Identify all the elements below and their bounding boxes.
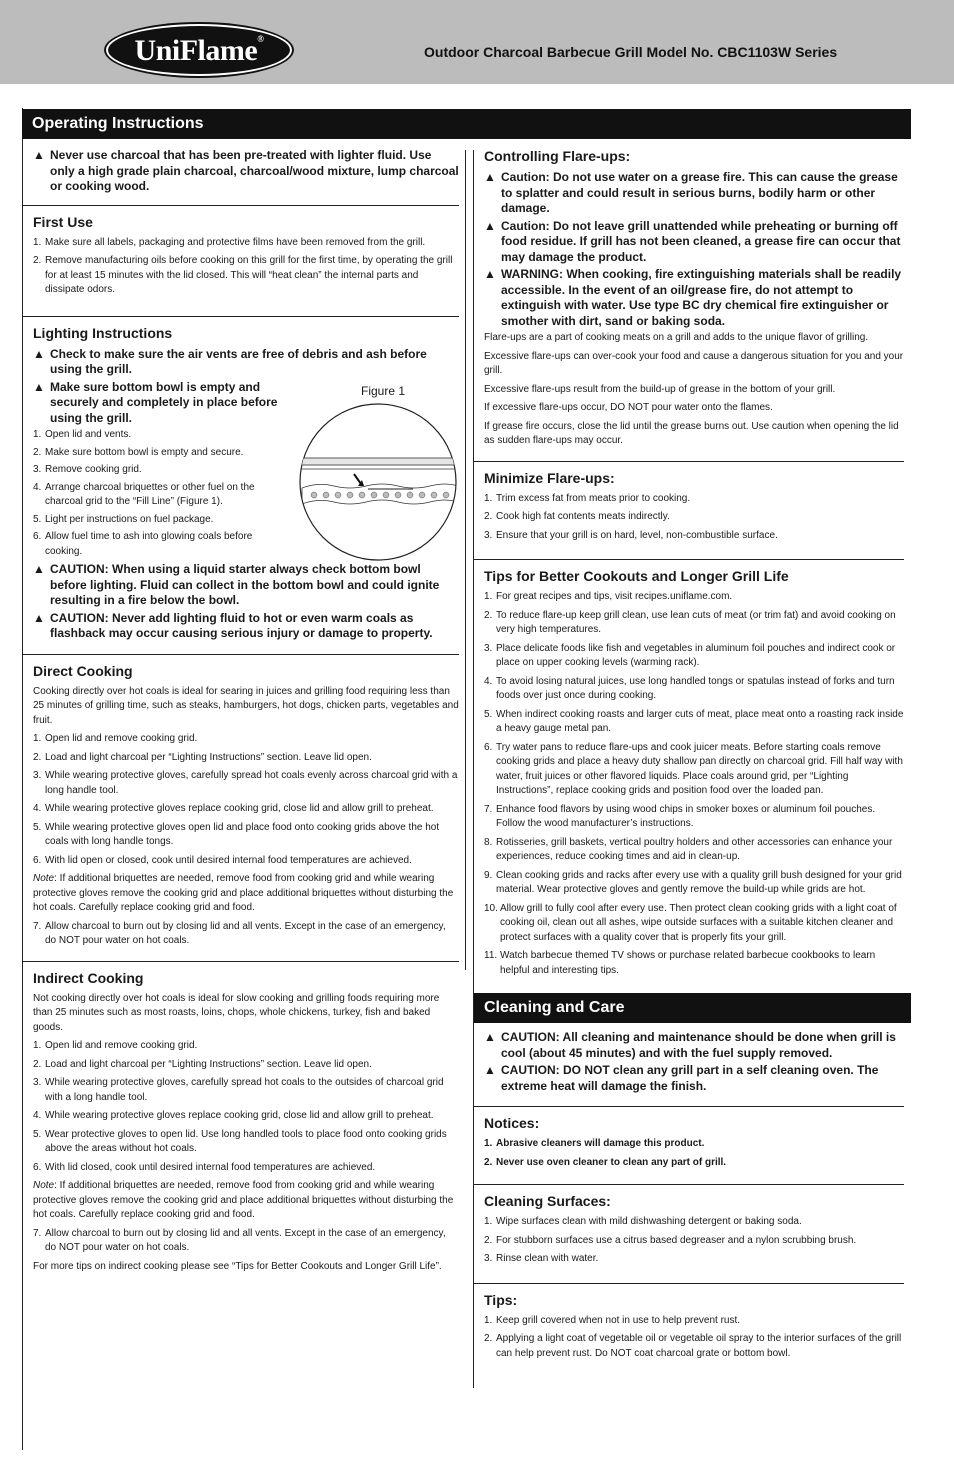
list-item: 5. Wear protective gloves to open lid. Use long handled tools to place food onto cooking grids above the areas without hot coals.: [33, 1128, 447, 1154]
warning-triangle-icon: ▲: [33, 610, 45, 625]
list-item: 3. Ensure that your grill is on hard, level, non-combustible surface.: [484, 529, 778, 541]
list-item: 6. Try water pans to reduce flare-ups and cook juicer meats. Before starting coals remove cooking grids and place a heavy duty shallow pan directly on charcoal grid. Fill half way with water, fruit juices or other flavored liquids. Place coals around grid, per “Lighting Instructions”, replace cooking grids and position food over the loaded pan.: [484, 741, 903, 796]
list-item: 4. While wearing protective gloves replace cooking grid, close lid and allow grill to preheat.: [33, 803, 434, 814]
list-item: 1. For great recipes and tips, visit recipes.uniflame.com.: [484, 591, 733, 602]
logo-registered-mark: ®: [257, 34, 264, 44]
warning-triangle-icon: ▲: [484, 170, 496, 184]
indirect-cooking-intro: Not cooking directly over hot coals is ideal for slow cooking and grilling foods requiring more than 25 minutes such as most roasts, loins, chops, whole chickens, turkey, fish and baked goods.: [33, 992, 440, 1033]
list-item: 5. When indirect cooking roasts and larger cuts of meat, place meat onto a roasting rack inside a heavy gauge metal pan.: [484, 708, 904, 734]
tips-steps: [484, 1314, 904, 1362]
list-item: 3. Rinse clean with water.: [484, 1253, 599, 1264]
list-item: 4. Arrange charcoal briquettes or other fuel on the charcoal grid to the “Fill Line” (Figure 1).: [33, 481, 255, 507]
section-divider: [23, 316, 459, 317]
list-item: 1. Open lid and remove cooking grid.: [33, 1040, 198, 1051]
direct-cooking-note: Note: If additional briquettes are needed, remove food from cooking grid and while wearing protective gloves remove the cooking grid and place additional briquettes without disturbing the hot coals. Carefully replace cooking grid and food.: [33, 873, 454, 913]
warning-triangle-icon: ▲: [33, 346, 45, 361]
column-divider-left: [465, 150, 466, 970]
list-item: 2. To reduce flare-up keep grill clean, use lean cuts of meat (or trim fat) and avoid cooking on very high temperatures.: [484, 609, 896, 635]
grease-fire-water-caution: ▲ Caution: Do not use water on a grease fire. This can cause the grease to splatter and could result in serious burns, bodily harm or other damage.: [484, 170, 898, 215]
left-margin-rule: [22, 108, 23, 1450]
section-divider: [23, 205, 459, 206]
list-item: 6. With lid open or closed, cook until desired internal food temperatures are achieved.: [33, 854, 412, 866]
list-item: 1. Wipe surfaces clean with mild dishwashing detergent or baking soda.: [484, 1216, 802, 1227]
operating-instructions-band: Operating Instructions: [22, 109, 911, 139]
list-item: 5. Light per instructions on fuel package.: [33, 513, 214, 525]
column-divider-right: [473, 150, 474, 1388]
flareup-paragraph: If grease fire occurs, close the lid until the grease burns out. Use caution when opening the lid as sudden flare-ups may occur.: [484, 420, 899, 446]
tips-better-cookouts-heading: Tips for Better Cookouts and Longer Grill Life: [484, 568, 789, 584]
bottom-bowl-warning: ▲ Make sure bottom bowl is empty and securely and completely in place before using the grill.: [33, 379, 278, 425]
cleaning-column: [484, 1030, 904, 1365]
list-item: 1. Abrasive cleaners will damage this product.: [484, 1138, 705, 1149]
cleaning-surfaces-heading: Cleaning Surfaces:: [484, 1193, 611, 1209]
charcoal-warning: ▲ Never use charcoal that has been pre-treated with lighter fluid. Use only a high grade plain charcoal, charcoal/wood mixture, lump charcoal or cooking wood.: [33, 148, 459, 193]
list-item: 2. Load and light charcoal per “Lighting Instructions” section. Leave lid open.: [33, 751, 372, 763]
indirect-cooking-heading: Indirect Cooking: [33, 969, 144, 986]
lighting-fluid-caution: ▲ CAUTION: Never add lighting fluid to hot or even warm coals as flashback may occur causing serious injury or damage to property.: [33, 610, 433, 640]
list-item: 7. Allow charcoal to burn out by closing lid and all vents. Except in the case of an emergency, do NOT pour water on hot coals.: [33, 1227, 446, 1253]
right-column: [484, 148, 904, 982]
warning-triangle-icon: ▲: [484, 1030, 496, 1044]
warning-triangle-icon: ▲: [33, 379, 45, 394]
list-item: 3. While wearing protective gloves, carefully spread hot coals to the outsides of charcoal grid with a long handle tool.: [33, 1077, 444, 1103]
self-cleaning-oven-caution: ▲ CAUTION: DO NOT clean any grill part in a self cleaning oven. The extreme heat will damage the finish.: [484, 1063, 879, 1093]
list-item: 3. While wearing protective gloves, carefully spread hot coals evenly across charcoal grid with a long handle tool.: [33, 770, 458, 796]
fire-extinguisher-warning: ▲ WARNING: When cooking, fire extinguishing materials shall be readily accessible. In the event of an oil/grease fire, do not attempt to extinguish with water. Use type BC dry chemical fire extinguisher or smother with dirt, sand or baking soda.: [484, 267, 902, 328]
list-item: 9. Clean cooking grids and racks after every use with a quality grill bush designed for your grid material. Wear protective gloves and gently remove the build-up while grids are hot.: [484, 869, 902, 895]
direct-cooking-step-7: [33, 920, 459, 949]
minimize-flareups-steps: [484, 492, 904, 544]
liquid-starter-caution: ▲ CAUTION: When using a liquid starter always check bottom bowl before lighting. Fluid can collect in the bottom bowl and could ignite resulting in a fire below the bowl.: [33, 562, 440, 607]
list-item: 4. To avoid losing natural juices, use long handled tongs or spatulas instead of forks and turn foods over just once during cooking.: [484, 675, 895, 701]
flareup-paragraph: Flare-ups are a part of cooking meats on a grill and adds to the unique flavor of grilling.: [484, 332, 869, 343]
section-divider: [474, 1106, 904, 1107]
figure-1-label: Figure 1: [361, 384, 406, 398]
notices-list: [484, 1137, 904, 1170]
indirect-cooking-note: Note: If additional briquettes are needed, remove food from cooking grid and while wearing protective gloves remove the cooking grid and place additional briquettes without disturbing the hot coals. Carefully replace cooking grid and food.: [33, 1180, 454, 1220]
list-item: 2. Make sure bottom bowl is empty and secure.: [33, 446, 244, 458]
flareup-paragraph: Excessive flare-ups can over-cook your food and cause a dangerous situation for you and your grill.: [484, 350, 904, 376]
left-column: [33, 148, 459, 1278]
lighting-heading: Lighting Instructions: [33, 324, 173, 341]
unattended-grill-caution: ▲ Caution: Do not leave grill unattended while preheating or burning off food residue. If grill has not been cleaned, a grease fire can occur that may damage the product.: [484, 218, 901, 264]
list-item: 3. Place delicate foods like fish and vegetables in aluminum foil pouches and indirect cook or place on upper cooking levels (warming rack).: [484, 642, 896, 668]
cleaning-surfaces-steps: [484, 1215, 904, 1267]
list-item: 6. With lid closed, cook until desired internal food temperatures are achieved.: [33, 1161, 376, 1173]
uniflame-logo: [106, 24, 292, 76]
warning-triangle-icon: ▲: [484, 218, 496, 233]
lighting-steps: [33, 428, 263, 559]
tips-heading: Tips:: [484, 1291, 518, 1308]
list-item: 10. Allow grill to fully cool after every use. Then protect clean cooking grids with a light coat of cooking oil, clean out all ashes, wipe outside surfaces with a suitable kitchen cleaner and protect surfaces with a quality cover that is properly fits your grill.: [484, 902, 897, 943]
list-item: 2. Applying a light coat of vegetable oil or vegetable oil spray to the interior surfaces of the grill can help prevent rust. Do NOT coat charcoal grate or bottom bowl.: [484, 1333, 902, 1359]
indirect-cooking-more-tips: For more tips on indirect cooking please see “Tips for Better Cookouts and Longer Grill Life”.: [33, 1260, 442, 1272]
direct-cooking-intro: Cooking directly over hot coals is ideal for searing in juices and grilling food requiring less than 25 minutes of grilling time, such as steaks, hamburgers, hot dogs, chicken parts, vegetables and fruit.: [33, 685, 459, 726]
flareup-paragraph: Excessive flare-ups result from the build-up of grease in the bottom of your grill.: [484, 383, 836, 395]
logo-text: UniFlame: [134, 34, 258, 67]
list-item: 4. While wearing protective gloves replace cooking grid, close lid and allow grill to preheat.: [33, 1110, 434, 1121]
page-header: [0, 0, 954, 84]
warning-triangle-icon: ▲: [33, 562, 45, 576]
warning-triangle-icon: ▲: [484, 1063, 496, 1077]
list-item: 7. Enhance food flavors by using wood chips in smoker boxes or aluminum foil pouches. Follow the wood manufacturer’s instructions.: [484, 803, 876, 829]
list-item: 1. Trim excess fat from meats prior to cooking.: [484, 492, 691, 504]
list-item: 2. Never use oven cleaner to clean any part of grill.: [484, 1156, 727, 1168]
list-item: 1. Open lid and remove cooking grid.: [33, 733, 198, 744]
section-divider: [23, 654, 459, 655]
list-item: 1. Keep grill covered when not in use to help prevent rust.: [484, 1314, 741, 1326]
indirect-cooking-step-7: [33, 1227, 459, 1256]
list-item: 2. Cook high fat contents meats indirectly.: [484, 511, 670, 522]
direct-cooking-heading: Direct Cooking: [33, 662, 133, 679]
first-use-heading: First Use: [33, 213, 93, 230]
cleaning-cool-caution: ▲ CAUTION: All cleaning and maintenance should be done when grill is cool (about 45 minutes) and with the fuel supply removed.: [484, 1030, 896, 1060]
air-vent-warning: ▲ Check to make sure the air vents are free of debris and ash before using the grill.: [33, 346, 427, 376]
controlling-flareups-heading: Controlling Flare-ups:: [484, 148, 631, 164]
flareup-paragraph: If excessive flare-ups occur, DO NOT pour water onto the flames.: [484, 402, 773, 413]
fill-line-figure: [298, 402, 458, 562]
notices-heading: Notices:: [484, 1115, 540, 1131]
list-item: 3. Remove cooking grid.: [33, 464, 142, 475]
section-divider: [474, 1283, 904, 1284]
list-item: 2. For stubborn surfaces use a citrus based degreaser and a nylon scrubbing brush.: [484, 1234, 857, 1246]
indirect-cooking-steps: [33, 1039, 459, 1175]
tips-better-cookouts-steps: [484, 590, 904, 978]
minimize-flareups-heading: Minimize Flare-ups:: [484, 469, 615, 486]
document-title: Outdoor Charcoal Barbecue Grill Model No. CBC1103W Series: [424, 44, 838, 60]
list-item: 2. Remove manufacturing oils before cooking on this grill for the first time, by operating the grill for at least 15 minutes with the lid closed. This will “heat clean” the internal parts and dissipate odors.: [33, 255, 453, 295]
list-item: 5. While wearing protective gloves open lid and place food onto cooking grids above the hot coals with long handle tongs.: [33, 821, 440, 847]
warning-triangle-icon: ▲: [484, 267, 496, 281]
cleaning-and-care-band: Cleaning and Care: [474, 993, 911, 1023]
section-divider: [474, 461, 904, 462]
section-divider: [474, 1184, 904, 1185]
list-item: 8. Rotisseries, grill baskets, vertical poultry holders and other accessories can enhance your experiences, reduce cooking times and aid in clean-up.: [484, 836, 893, 862]
list-item: 1. Make sure all labels, packaging and protective films have been removed from the grill.: [33, 236, 426, 248]
list-item: 11. Watch barbecue themed TV shows or purchase related barbecue cookbooks to learn helpful and interesting tips.: [484, 950, 876, 976]
list-item: 1. Open lid and vents.: [33, 429, 132, 440]
section-divider: [23, 961, 459, 962]
list-item: 6. Allow fuel time to ash into glowing coals before cooking.: [33, 531, 253, 557]
section-divider: [474, 559, 904, 560]
first-use-steps: [33, 236, 459, 298]
direct-cooking-steps: [33, 732, 459, 868]
list-item: 7. Allow charcoal to burn out by closing lid and all vents. Except in the case of an emergency, do NOT pour water on hot coals.: [33, 920, 446, 946]
warning-triangle-icon: ▲: [33, 148, 45, 162]
list-item: 2. Load and light charcoal per “Lighting Instructions” section. Leave lid open.: [33, 1058, 372, 1070]
